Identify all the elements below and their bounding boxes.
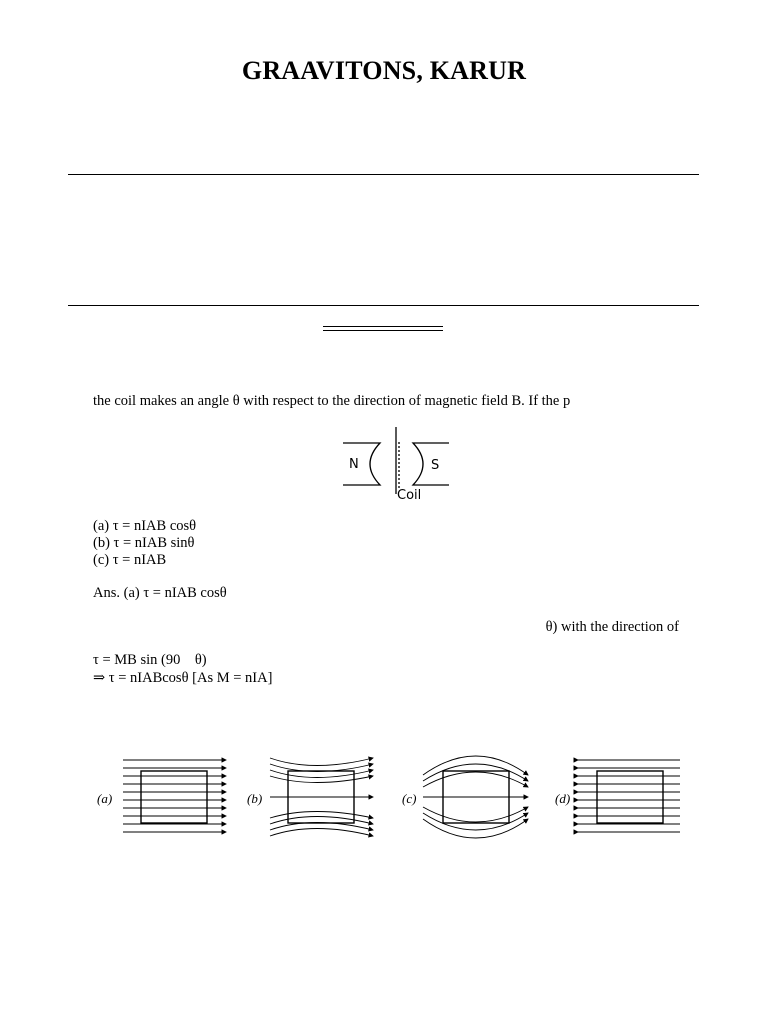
explanation-line-1: θ) with the direction of [545,619,679,635]
question-stem: the coil makes an angle θ with respect to the direction of magnetic field B. If the p [93,393,571,409]
page-title: GRAAVITONS, KARUR [241,56,527,85]
answer-line: Ans. (a) τ = nIAB cosθ [93,585,227,601]
option-c-label: (c) [402,791,417,806]
option-a-diagram [123,760,226,832]
option-a: (a) τ = nIAB cosθ [93,518,197,534]
option-d-diagram [578,760,680,832]
option-c: (c) τ = nIAB [93,552,167,568]
explanation-line-3: ⇒ τ = nIABcosθ [As M = nIA] [93,670,273,686]
top-divider [68,174,699,175]
south-label: S [431,458,440,473]
option-a-label: (a) [97,791,113,806]
option-b-label: (b) [247,791,263,806]
option-b-diagram [270,758,373,836]
option-c-diagram [423,756,528,838]
field-lines-figure [88,745,698,850]
option-b: (b) τ = nIAB sinθ [93,535,195,551]
bottom-divider [68,305,699,306]
north-label: N [349,457,359,472]
section-double-rule [323,326,443,331]
magnet-coil-figure [335,420,460,505]
option-d-label: (d) [555,791,571,806]
coil-label: Coil [397,488,422,503]
explanation-line-2: τ = MB sin (90 θ) [93,652,207,668]
